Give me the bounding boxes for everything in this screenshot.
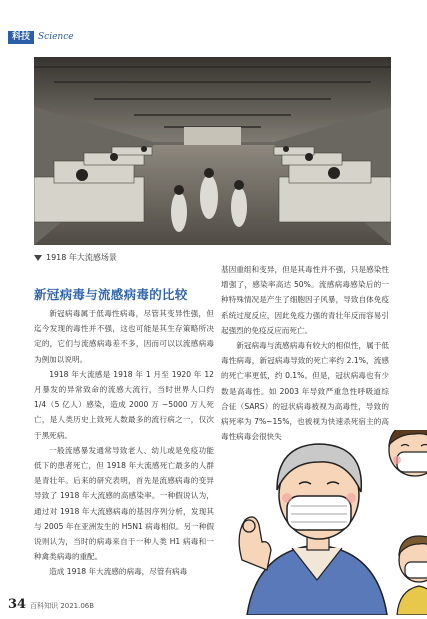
- right-paragraph-1: 基因重组和变异，但是其毒性并不强，只是感染性增强了，感染率高达 50%。流感病毒感染后的一种特殊情况是产生了细胞因子风暴，导致自体免疫系统过度反应，因此免疫力强的青壮年反而容易引起强烈的免疫反应而死亡。: [221, 265, 389, 335]
- masked-people-illustration: [227, 430, 427, 615]
- masked-woman-figure: [239, 444, 387, 615]
- caption-triangle-icon: [34, 255, 42, 261]
- article-title: 新冠病毒与流感病毒的比较: [34, 287, 188, 302]
- right-column: [221, 262, 389, 444]
- section-english-label: Science: [38, 32, 74, 42]
- page-footer: [8, 597, 94, 612]
- left-paragraph-3: 一般流感暴发通常导致老人、幼儿或是免疫功能低下的患者死亡，但 1918 年大流感死亡最多的人群是青壮年。后来的研究表明，首先是流感病毒的变异导致了 1918 年大流感的高感染率。一种假说认为，通过对 1918 年大流感病毒的基因序列分析，发现其与 2005 年在亚洲发生的 H5N1 病毒相似。另一种假说则认为，当时的病毒来自于一种人类 H1 病毒和一种禽类病毒的重配。: [34, 445, 214, 562]
- caption-text: 1918 年大流感场景: [46, 253, 117, 262]
- left-paragraph-1: 新冠病毒属于低毒性病毒，尽管其变异性强，但迄今发现的毒性并不强，这也可能是其生存策略所决定的，它们与流感病毒差不多，因而可以以流感病毒为例加以说明。: [34, 309, 214, 364]
- page-number: 34: [8, 597, 27, 612]
- ward-photo-illustration: [34, 57, 391, 245]
- left-paragraph-2: 1918 年大流感是 1918 年 1 月至 1920 年 12 月暴发的异常致命的流感大流行，当时世界人口约 1/4（5 亿人）感染，造成 2000 万 ~5000 万人死亡，是人类历史上致死人数最多的流行病之一，仅次于黑死病。: [34, 369, 214, 440]
- historical-photo-hospital-ward: [34, 57, 391, 245]
- section-tag: 科技: [8, 31, 34, 44]
- right-paragraph-2: 新冠病毒与流感病毒有较大的相似性，属于低毒性病毒，新冠病毒导致的死亡率约 2.1%，流感的死亡率更低，约 0.1%。但是，冠状病毒也有少数是高毒性。如 2003 年导致严重急性呼吸道综合征（SARS）的冠状病毒被视为高毒性，导致的病死率为 7%~15%，也被视为快速杀死宿主的高毒性病毒会很快失: [221, 341, 389, 442]
- masked-figures-drawing: [227, 430, 427, 615]
- photo-caption: [34, 252, 117, 263]
- left-column: [34, 306, 214, 580]
- left-paragraph-4: 造成 1918 年大流感的病毒，尽管有病毒: [49, 567, 188, 577]
- journal-issue: 百科知识 2021.06B: [30, 602, 95, 610]
- masked-man-figure-bottom: [397, 536, 427, 615]
- masked-man-figure-top: [389, 430, 427, 476]
- section-header: [8, 30, 74, 44]
